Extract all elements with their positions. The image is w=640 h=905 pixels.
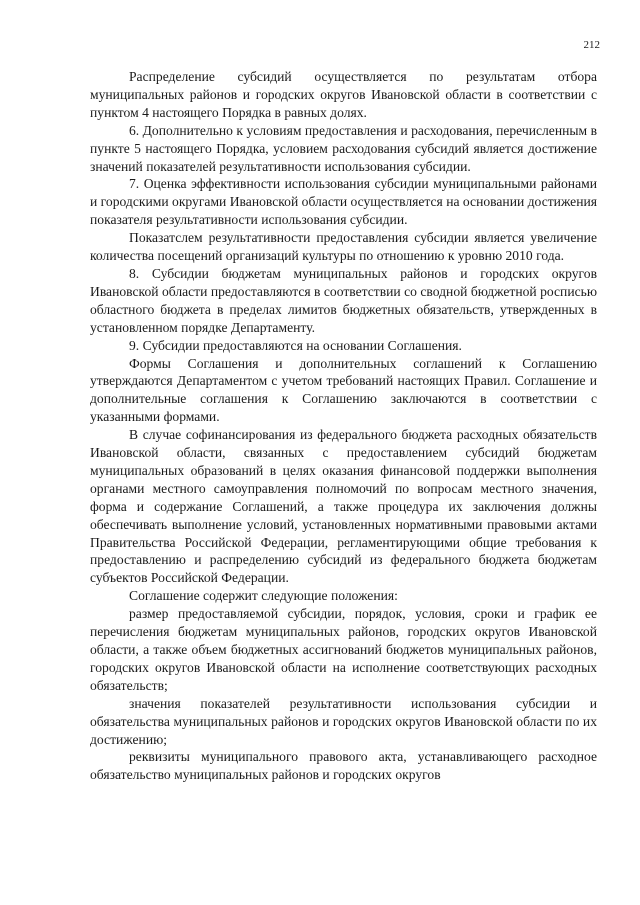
paragraph-item-8: 8. Субсидии бюджетам муниципальных районов и городских округов Ивановской области предоставляются в соответствии со сводной бюджетной росписью областного бюджета в пределах лимитов бюджетных обязательств, утвержденных в установленном порядке Департаменту. bbox=[90, 265, 597, 335]
paragraph-legal-act: реквизиты муниципального правового акта, устанавливающего расходное обязательство муниципальных районов и городских округов bbox=[90, 749, 597, 783]
paragraph-indicator: Показатслем результативности предоставления субсидии является увеличение количества посещений организаций культуры по отношению к уровню 2010 года. bbox=[90, 230, 597, 264]
document-body bbox=[90, 68, 597, 784]
paragraph-distribution: Распределение субсидий осуществляется по результатам отбора муниципальных районов и городских округов Ивановской области в соответствии с пунктом 4 настоящего Порядка в равных долях. bbox=[90, 69, 597, 120]
paragraph-agreement-contents: Соглашение содержит следующие положения: bbox=[129, 588, 398, 604]
paragraph-indicator-values: значения показателей результативности использования субсидии и обязательства муниципальных районов и городских округов Ивановской области по их достижению; bbox=[90, 695, 597, 747]
paragraph-subsidy-amount: размер предоставляемой субсидии, порядок, условия, сроки и график ее перечисления бюджетам муниципальных районов, городских округов Ивановской области, а также объем бюджетных ассигнований бюджетов муниципальных районов, городских округов Ивановской области на исполнение соответствующих расходных обязательств; bbox=[90, 606, 597, 693]
paragraph-item-6: 6. Дополнительно к условиям предоставления и расходования, перечисленным в пункте 5 настоящего Порядка, условием расходования субсидий является достижение значений показателей результативности использования субсидии. bbox=[90, 122, 597, 174]
paragraph-item-9: 9. Субсидии предоставляются на основании Соглашения. bbox=[129, 337, 462, 353]
paragraph-item-7: 7. Оценка эффективности использования субсидии муниципальными районами и городскими округами Ивановской области осуществляется на основании достижения показателя результативности использования субсидии. bbox=[90, 176, 597, 228]
page-number: 212 bbox=[583, 39, 600, 51]
paragraph-cofinancing: В случае софинансирования из федерального бюджета расходных обязательств Ивановской области, связанных с предоставлением субсидий бюджетам муниципальных образований в целях оказания финансовой поддержки выполнения органами местного самоуправления полномочий по вопросам местного значения, форма и содержание Соглашений, а также процедура их заключения должны обеспечивать выполнение условий, установленных нормативными правовыми актами Правительства Российской Федерации, регламентирующими общие требования к предоставлению и распределению субсидий из федерального бюджета бюджетам субъектов Российской Федерации. bbox=[90, 427, 597, 586]
paragraph-agreement-forms: Формы Соглашения и дополнительных соглашений к Соглашению утверждаются Департаментом с учетом требований настоящих Правил. Соглашение и дополнительные соглашения к Соглашению заключаются в соответствии с указанными формами. bbox=[90, 355, 597, 425]
